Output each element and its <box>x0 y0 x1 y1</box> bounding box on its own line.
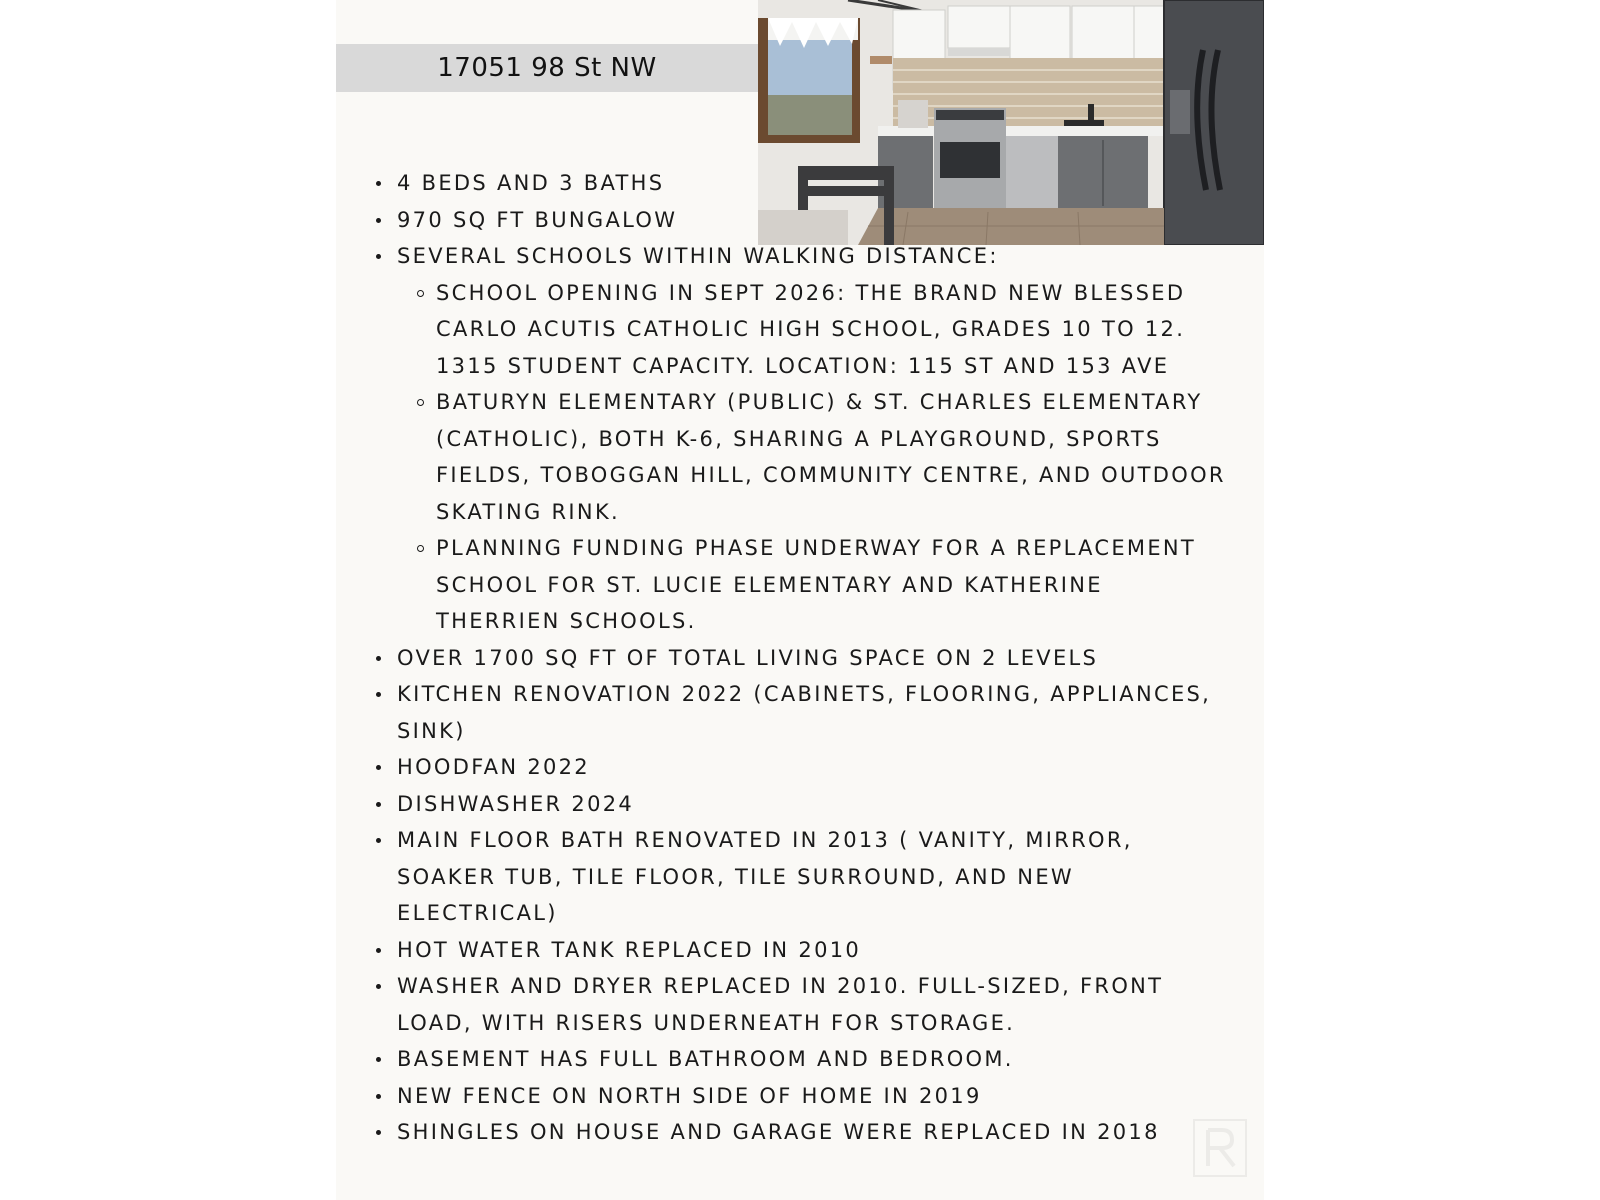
list-item: SEVERAL SCHOOLS WITHIN WALKING DISTANCE: SCHOOL OPENING IN SEPT 2026: THE BRAND NEW BLESSED CARLO ACUTIS CATHOLIC HIGH SCHOOL, GRADES 10 TO 12. 1315 STUDENT CAPACITY. LOCATION: 115 ST AND 153 AVE BATURYN ELEMENTARY (PUBLIC) & ST. CHARLES ELEMENTARY (CATHOLIC), BOTH K-6, SHARING A PLAYGROUND, SPORTS FIELDS, TOBOGGAN HILL, COMMUNITY CENTRE, AND OUTDOOR SKATING RINK. PLANNING FUNDING PHASE UNDERWAY FOR A REPLACEMENT SCHOOL FOR ST. LUCIE ELEMENTARY AND KATHERINE THERRIEN SCHOOLS. <box>372 238 1232 640</box>
list-item: 4 BEDS AND 3 BATHS <box>372 165 1232 202</box>
list-item: KITCHEN RENOVATION 2022 (CABINETS, FLOORING, APPLIANCES, SINK) <box>372 676 1232 749</box>
feature-list <box>372 165 1232 1151</box>
list-item: OVER 1700 SQ FT OF TOTAL LIVING SPACE ON 2 LEVELS <box>372 640 1232 677</box>
list-item: MAIN FLOOR BATH RENOVATED IN 2013 ( VANITY, MIRROR, SOAKER TUB, TILE FLOOR, TILE SURROUND, AND NEW ELECTRICAL) <box>372 822 1232 932</box>
list-item: HOT WATER TANK REPLACED IN 2010 <box>372 932 1232 969</box>
realtor-logo-icon <box>1192 1118 1248 1178</box>
sub-list-item: PLANNING FUNDING PHASE UNDERWAY FOR A REPLACEMENT SCHOOL FOR ST. LUCIE ELEMENTARY AND KATHERINE THERRIEN SCHOOLS. <box>436 530 1232 640</box>
list-item: WASHER AND DRYER REPLACED IN 2010. FULL-SIZED, FRONT LOAD, WITH RISERS UNDERNEATH FOR STORAGE. <box>372 968 1232 1041</box>
list-item: NEW FENCE ON NORTH SIDE OF HOME IN 2019 <box>372 1078 1232 1115</box>
list-item: DISHWASHER 2024 <box>372 786 1232 823</box>
sub-list-item: SCHOOL OPENING IN SEPT 2026: THE BRAND NEW BLESSED CARLO ACUTIS CATHOLIC HIGH SCHOOL, GRADES 10 TO 12. 1315 STUDENT CAPACITY. LOCATION: 115 ST AND 153 AVE <box>436 275 1232 385</box>
list-item: HOODFAN 2022 <box>372 749 1232 786</box>
sub-list-item: BATURYN ELEMENTARY (PUBLIC) & ST. CHARLES ELEMENTARY (CATHOLIC), BOTH K-6, SHARING A PLAYGROUND, SPORTS FIELDS, TOBOGGAN HILL, COMMUNITY CENTRE, AND OUTDOOR SKATING RINK. <box>436 384 1232 530</box>
list-item: SHINGLES ON HOUSE AND GARAGE WERE REPLACED IN 2018 <box>372 1114 1232 1151</box>
list-item: BASEMENT HAS FULL BATHROOM AND BEDROOM. <box>372 1041 1232 1078</box>
list-item: 970 SQ FT BUNGALOW <box>372 202 1232 239</box>
address-title: 17051 98 St NW <box>437 53 657 83</box>
listing-sheet <box>336 0 1264 1200</box>
address-banner <box>336 44 758 92</box>
schools-sublist <box>397 275 1232 640</box>
